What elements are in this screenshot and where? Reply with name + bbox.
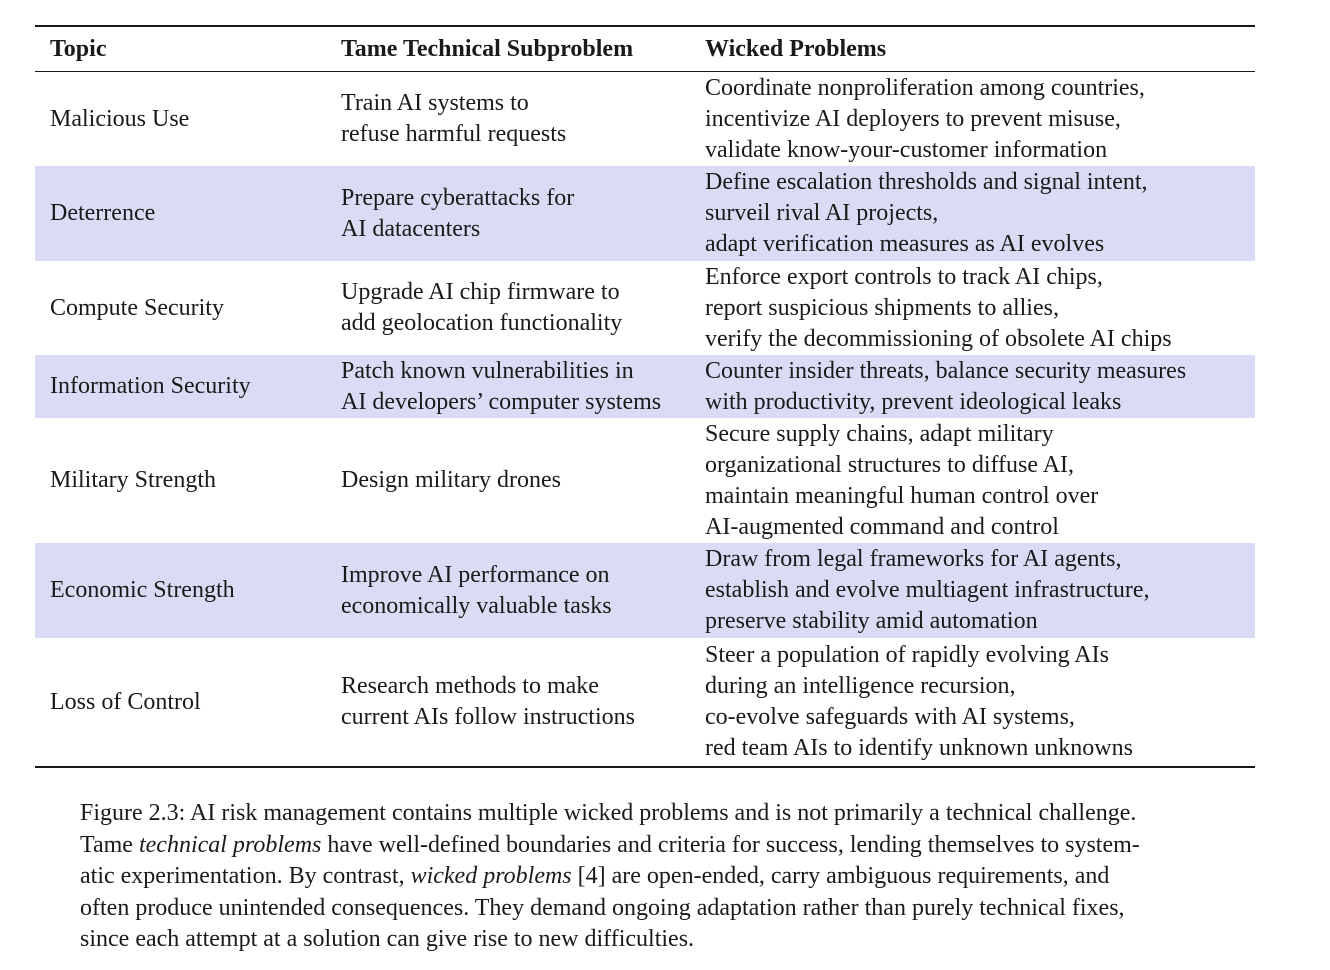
table-header-row [35,27,1255,71]
tame-cell: Upgrade AI chip firmware to add geolocation functionality [341,279,623,336]
table-row [35,418,1255,543]
caption-text: have well-defined boundaries and criteria for success, lending themselves to system- atic experimentation. By contrast, [80,831,1140,889]
header-topic: Topic [50,35,107,62]
wicked-cell: Coordinate nonproliferation among countries, incentivize AI deployers to prevent misuse, validate know-your-customer information [705,74,1145,163]
topic-cell: Economic Strength [50,577,235,603]
tame-cell: Design military drones [341,467,561,493]
tame-cell: Prepare cyberattacks for AI datacenters [341,184,575,242]
tame-cell: Train AI systems to refuse harmful requests [341,90,567,147]
bottom-rule [35,766,1255,768]
wicked-cell: Draw from legal frameworks for AI agents, establish and evolve multiagent infrastructure, preserve stability amid automation [705,546,1150,634]
comparison-table [35,25,1255,768]
topic-cell: Deterrence [50,200,156,226]
wicked-cell: Steer a population of rapidly evolving AIs during an intelligence recursion, co-evolve safeguards with AI systems, red team AIs to identify unknown unknowns [705,642,1133,761]
caption-emphasis: wicked problems [410,863,572,889]
tame-cell: Patch known vulnerabilities in AI developers’ computer systems [341,357,662,415]
topic-cell: Military Strength [50,467,216,493]
table-row [35,355,1255,418]
caption-text: Figure 2.3: AI risk management contains multiple wicked problems and is not primarily a technical challenge. Tame [80,800,1137,858]
wicked-cell: Counter insider threats, balance security measures with productivity, prevent ideological leaks [705,357,1187,415]
caption-emphasis: technical problems [138,831,322,858]
wicked-cell: Define escalation thresholds and signal intent, surveil rival AI projects, adapt verification measures as AI evolves [705,169,1148,257]
topic-cell: Malicious Use [50,105,190,132]
table-row [35,543,1255,638]
caption-text: [4] are open-ended, carry ambiguous requirements, and often produce unintended consequences. They demand ongoing adaptation rather than purely technical fixes, since each attempt at a solution can give rise to new difficulties. [80,863,1125,952]
tame-cell: Improve AI performance on economically valuable tasks [341,561,612,619]
tame-cell: Research methods to make current AIs follow instructions [341,673,635,730]
wicked-cell: Secure supply chains, adapt military organizational structures to diffuse AI, maintain meaningful human control over AI-augmented command and control [705,420,1099,540]
table-row [35,638,1255,766]
topic-cell: Information Security [50,373,251,399]
table-row [35,72,1255,166]
header-wicked: Wicked Problems [705,35,887,62]
topic-cell: Compute Security [50,294,224,321]
table-row [35,261,1255,355]
table-row [35,166,1255,261]
wicked-cell: Enforce export controls to track AI chips, report suspicious shipments to allies, verify the decommissioning of obsolete AI chips [705,263,1172,352]
figure-caption [80,798,1230,956]
topic-cell: Loss of Control [50,688,201,715]
header-tame: Tame Technical Subproblem [341,35,634,62]
